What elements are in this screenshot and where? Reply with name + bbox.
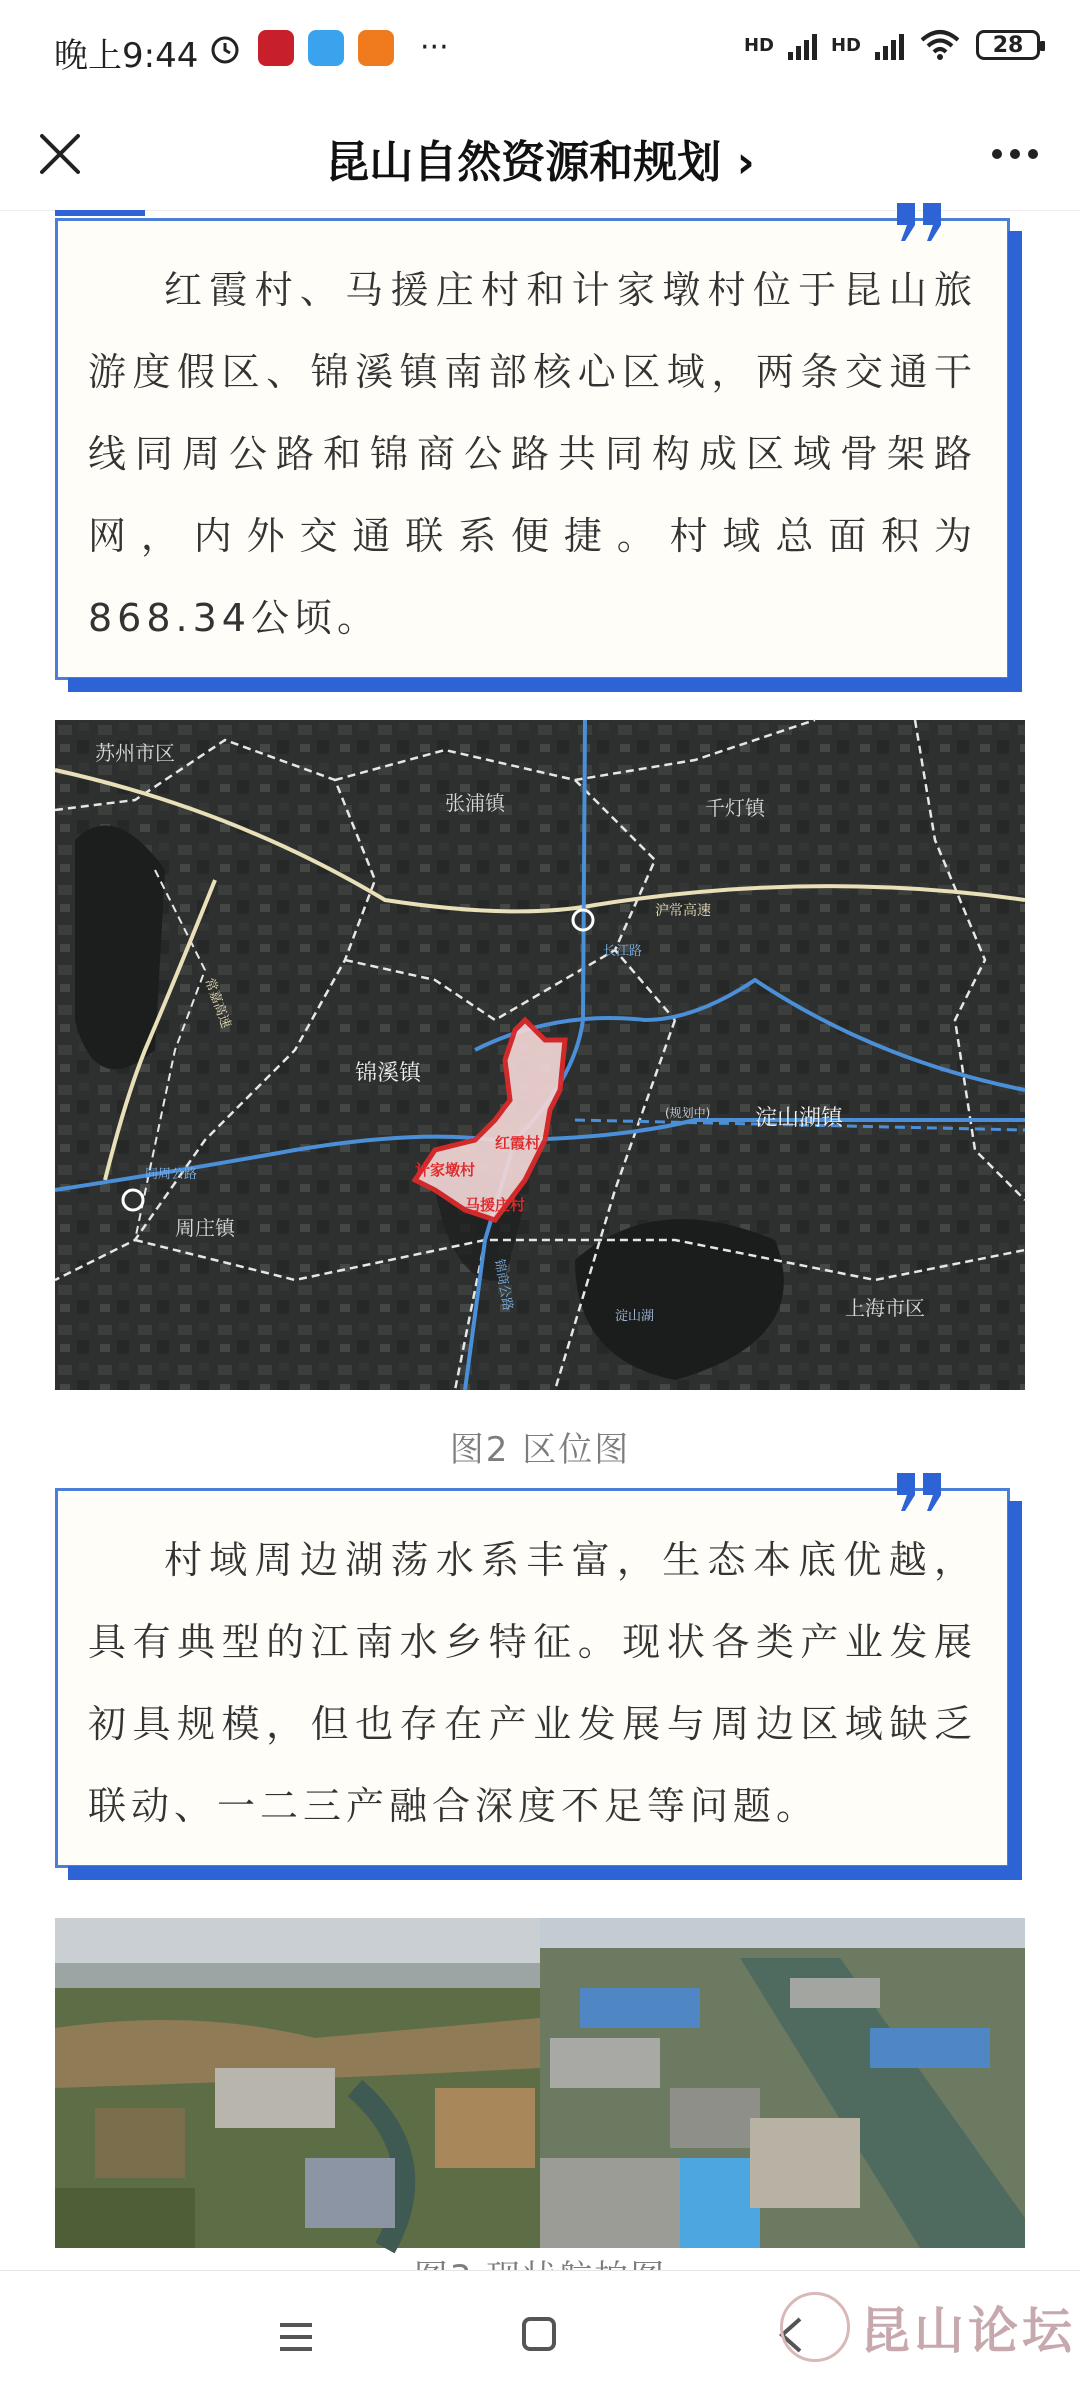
map-label-guihua: (规划中) [665,1106,711,1120]
more-notifications-icon: ··· [420,30,449,65]
forum-name: 昆山论坛 [860,2301,1076,2360]
battery-level: 28 [992,32,1024,58]
location-map-image [55,720,1025,1390]
forum-watermark [780,2291,1076,2363]
system-nav-bar [0,2270,1080,2401]
taobao-app-icon [358,30,394,66]
map-label-zhouzhuang: 周庄镇 [175,1216,235,1240]
signal-icon-1 [788,30,817,60]
map-label-jinxi: 锦溪镇 [355,1061,422,1086]
signal-icon-2 [875,30,904,60]
battery-icon [976,30,1040,60]
map-label-changjiang: 长江路 [603,944,643,959]
figure2-caption: 图2 区位图 [449,1430,631,1470]
map-label-jinshang: 锦商公路 [491,1258,515,1312]
network-label-1: HD [743,34,774,56]
nav-bar [0,100,1080,211]
alarm-icon [208,32,242,66]
article-content [0,210,1080,2270]
more-icon[interactable] [980,124,1050,184]
status-bar [0,0,1080,100]
map-label-hongxia: 红霞村 [495,1134,541,1152]
quote-text-2: 村域周边湖荡水系丰富，生态本底优越，具有典型的江南水乡特征。现状各类产业发展初具规模，但也存在产业发展与周边区域缺乏联动、一二三产融合深度不足等问题。 [88,1538,977,1828]
quote-mark-icon [895,1473,947,1513]
news-app-icon [258,30,294,66]
quote-mark-icon [895,203,947,243]
map-label-shanghai: 上海市区 [845,1296,925,1320]
menu-icon[interactable] [278,2319,314,2355]
forum-seal-icon [780,2292,850,2362]
network-label-2: HD [830,34,861,56]
map-label-suzhou: 苏州市区 [95,741,175,765]
wifi-icon [918,28,962,62]
map-label-dianshanhu: 淀山湖镇 [755,1106,844,1131]
browser-app-icon [308,30,344,66]
map-label-zhangpu: 张浦镇 [445,791,505,815]
aerial-photo-industrial [540,1918,1025,2248]
aerial-photo-village [55,1918,540,2248]
quote-box-1 [55,218,1010,680]
map-label-dianshan-lake: 淀山湖 [615,1309,655,1324]
map-label-changjia: 常嘉高速 [201,976,234,1031]
map-label-qiandeng: 千灯镇 [705,796,765,820]
map-label-tongzhou: 同周公路 [145,1167,198,1182]
account-title[interactable]: 昆山自然资源和规划 › [325,137,755,188]
map-label-mayuanzhuang: 马援庄村 [465,1196,526,1214]
quote-text-1: 红霞村、马援庄村和计家墩村位于昆山旅游度假区、锦溪镇南部核心区域，两条交通干线同周公路和锦商公路共同构成区域骨架路网，内外交通联系便捷。村域总面积为868.34公顷。 [88,268,977,640]
quote-box-2 [55,1488,1010,1868]
map-label-huchang: 沪常高速 [655,903,711,919]
home-icon[interactable] [522,2317,556,2351]
divider [55,210,145,216]
aerial-photos [55,1918,1025,2248]
status-time: 晚上9:44 [54,36,199,76]
map-label-jijiadun: 计家墩村 [415,1161,476,1179]
